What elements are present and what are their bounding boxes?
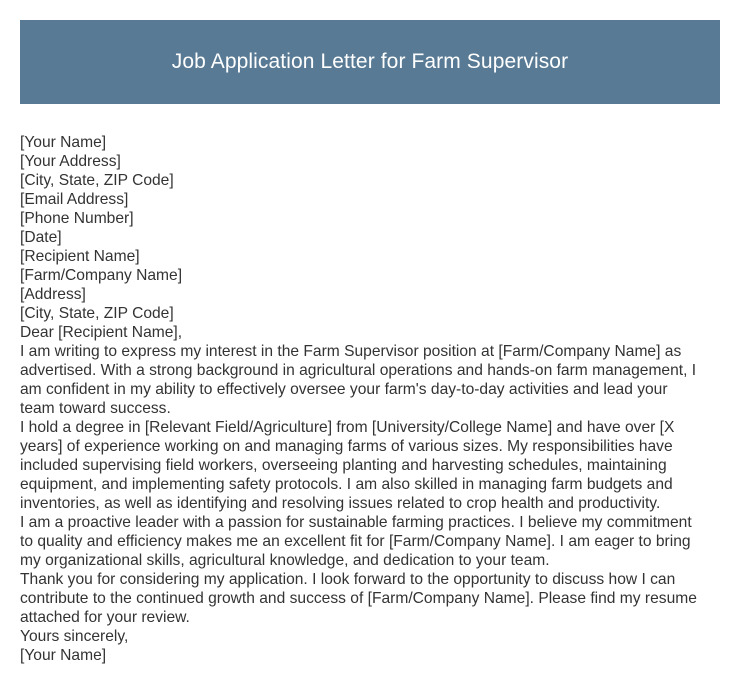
- paragraph-line: I hold a degree in [Relevant Field/Agriculture] from [University/College Name] and have over [X: [20, 419, 675, 436]
- paragraph-line: my organizational skills, agricultural knowledge, and dedication to your team.: [20, 552, 550, 569]
- paragraph-line: am confident in my ability to effectively oversee your farm's day-to-day activities and lead your: [20, 381, 668, 398]
- recipient-address: [Address]: [20, 286, 86, 303]
- sender-address: [Your Address]: [20, 153, 121, 170]
- letter-header: [20, 20, 720, 104]
- paragraph-line: equipment, and implementing safety protocols. I am also skilled in managing farm budgets and: [20, 476, 673, 493]
- paragraph-line: contribute to the continued growth and success of [Farm/Company Name]. Please find my resume: [20, 590, 697, 607]
- paragraph-line: Thank you for considering my application. I look forward to the opportunity to discuss how I can: [20, 571, 676, 588]
- paragraph-line: inventories, as well as identifying and resolving issues related to crop health and productivity.: [20, 495, 661, 512]
- paragraph-line: attached for your review.: [20, 609, 190, 626]
- sender-email: [Email Address]: [20, 191, 129, 208]
- letter-body: [20, 133, 720, 665]
- paragraph-experience: [20, 418, 720, 513]
- sender-phone: [Phone Number]: [20, 210, 134, 227]
- paragraph-closing: [20, 570, 720, 627]
- closing: Yours sincerely,: [20, 628, 129, 645]
- sender-name: [Your Name]: [20, 134, 107, 151]
- page-title: Job Application Letter for Farm Supervisor: [171, 50, 569, 73]
- paragraph-line: advertised. With a strong background in agricultural operations and hands-on farm management, I: [20, 362, 697, 379]
- paragraph-line: included supervising field workers, overseeing planting and harvesting schedules, maintaining: [20, 457, 667, 474]
- paragraph-line: team toward success.: [20, 400, 171, 417]
- paragraph-line: to quality and efficiency makes me an excellent fit for [Farm/Company Name]. I am eager to bring: [20, 533, 691, 550]
- signature: [Your Name]: [20, 647, 107, 664]
- recipient-city-state-zip: [City, State, ZIP Code]: [20, 305, 174, 322]
- salutation: Dear [Recipient Name],: [20, 324, 183, 341]
- recipient-name: [Recipient Name]: [20, 248, 140, 265]
- recipient-company: [Farm/Company Name]: [20, 267, 183, 284]
- sender-city-state-zip: [City, State, ZIP Code]: [20, 172, 174, 189]
- paragraph-line: years] of experience working on and managing farms of various sizes. My responsibilities have: [20, 438, 673, 455]
- paragraph-intro: [20, 342, 720, 418]
- paragraph-line: I am writing to express my interest in the Farm Supervisor position at [Farm/Company Name] as: [20, 343, 682, 360]
- paragraph-line: I am a proactive leader with a passion for sustainable farming practices. I believe my commitment: [20, 514, 692, 531]
- letter-date: [Date]: [20, 229, 62, 246]
- paragraph-qualities: [20, 513, 720, 570]
